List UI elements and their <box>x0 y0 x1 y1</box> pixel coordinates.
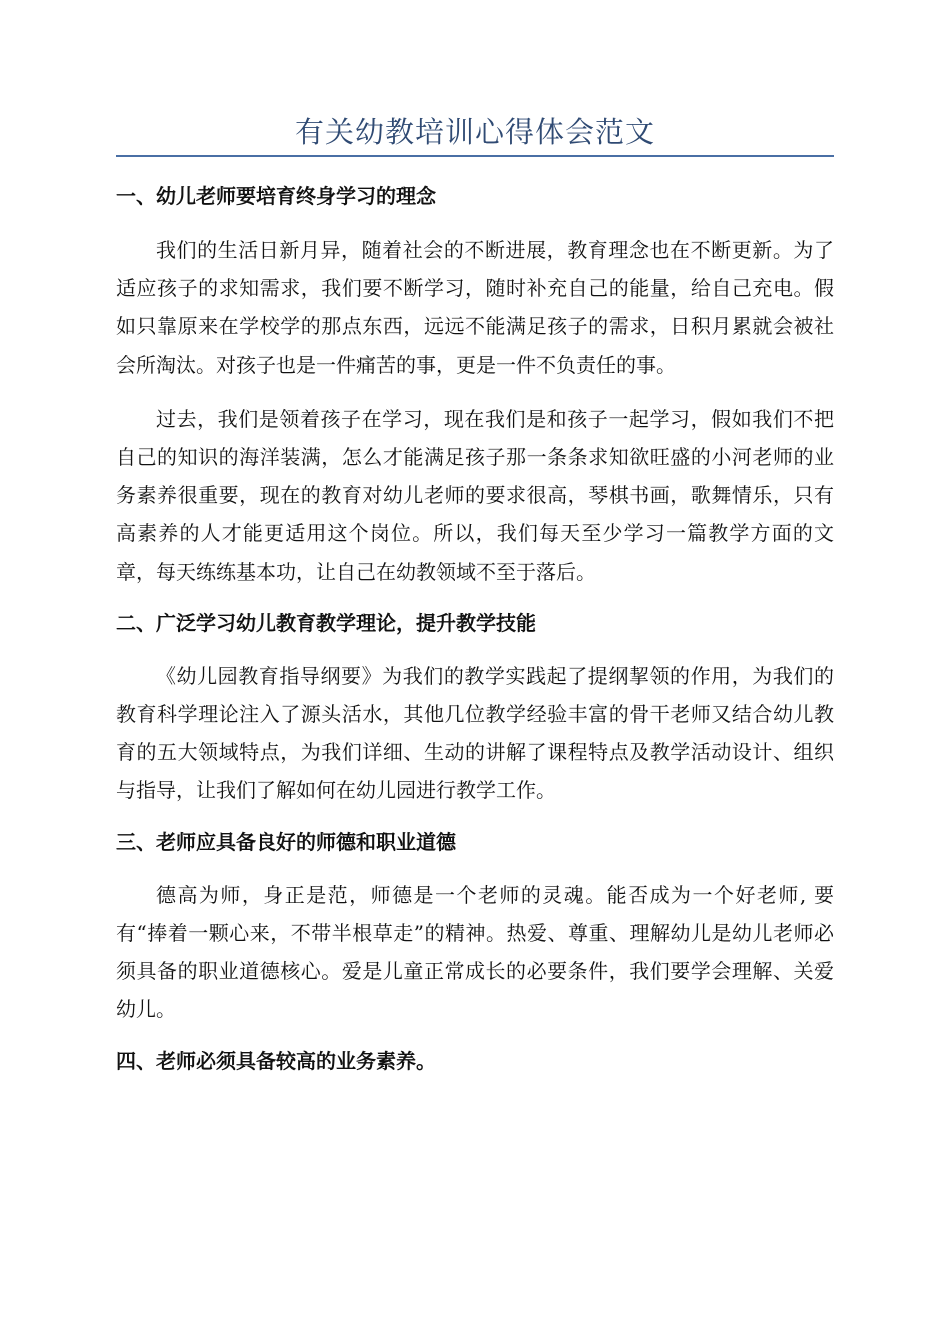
section-1-paragraph-1: 我们的生活日新月异，随着社会的不断进展，教育理念也在不断更新。为了适应孩子的求知需求，我们要不断学习，随时补充自己的能量，给自己充电。假如只靠原来在学校学的那点东西，远远不能满足孩子的需求，日积月累就会被社会所淘汰。对孩子也是一件痛苦的事，更是一件不负责任的事。 <box>116 238 834 377</box>
document-page <box>116 0 834 1080</box>
section-heading-1: 一、幼儿老师要培育终身学习的理念 <box>116 184 436 208</box>
section-heading-2: 二、广泛学习幼儿教育教学理论，提升教学技能 <box>116 610 536 635</box>
section-heading-3: 三、老师应具备良好的师德和职业道德 <box>116 829 456 854</box>
section-heading-4: 四、老师必须具备较高的业务素养。 <box>116 1049 436 1074</box>
section-2-paragraph-1: 《幼儿园教育指导纲要》为我们的教学实践起了提纲挈领的作用，为我们的教育科学理论注入了源头活水，其他几位教学经验丰富的骨干老师又结合幼儿教育的五大领域特点，为我们详细、生动的讲解了课程特点及教学活动设计、组织与指导，让我们了解如何在幼儿园进行教学工作。 <box>116 663 834 803</box>
title-underline <box>116 155 834 157</box>
section-1-paragraph-2: 过去，我们是领着孩子在学习，现在我们是和孩子一起学习，假如我们不把自己的知识的海洋装满，怎么才能满足孩子那一条条求知欲旺盛的小河老师的业务素养很重要，现在的教育对幼儿老师的要求很高，琴棋书画，歌舞情乐，只有高素养的人才能更适用这个岗位。所以，我们每天至少学习一篇教学方面的文章，每天练练基本功，让自己在幼教领域不至于落后。 <box>116 406 834 584</box>
section-3-paragraph-1: 德高为师，身正是范，师德是一个老师的灵魂。能否成为一个好老师, 要有“捧着一颗心来，不带半根草走”的精神。热爱、尊重、理解幼儿是幼儿老师必须具备的职业道德核心。爱是儿童正常成长的必要条件，我们要学会理解、关爱幼儿。 <box>116 882 834 1022</box>
document-title: 有关幼教培训心得体会范文 <box>294 115 655 149</box>
